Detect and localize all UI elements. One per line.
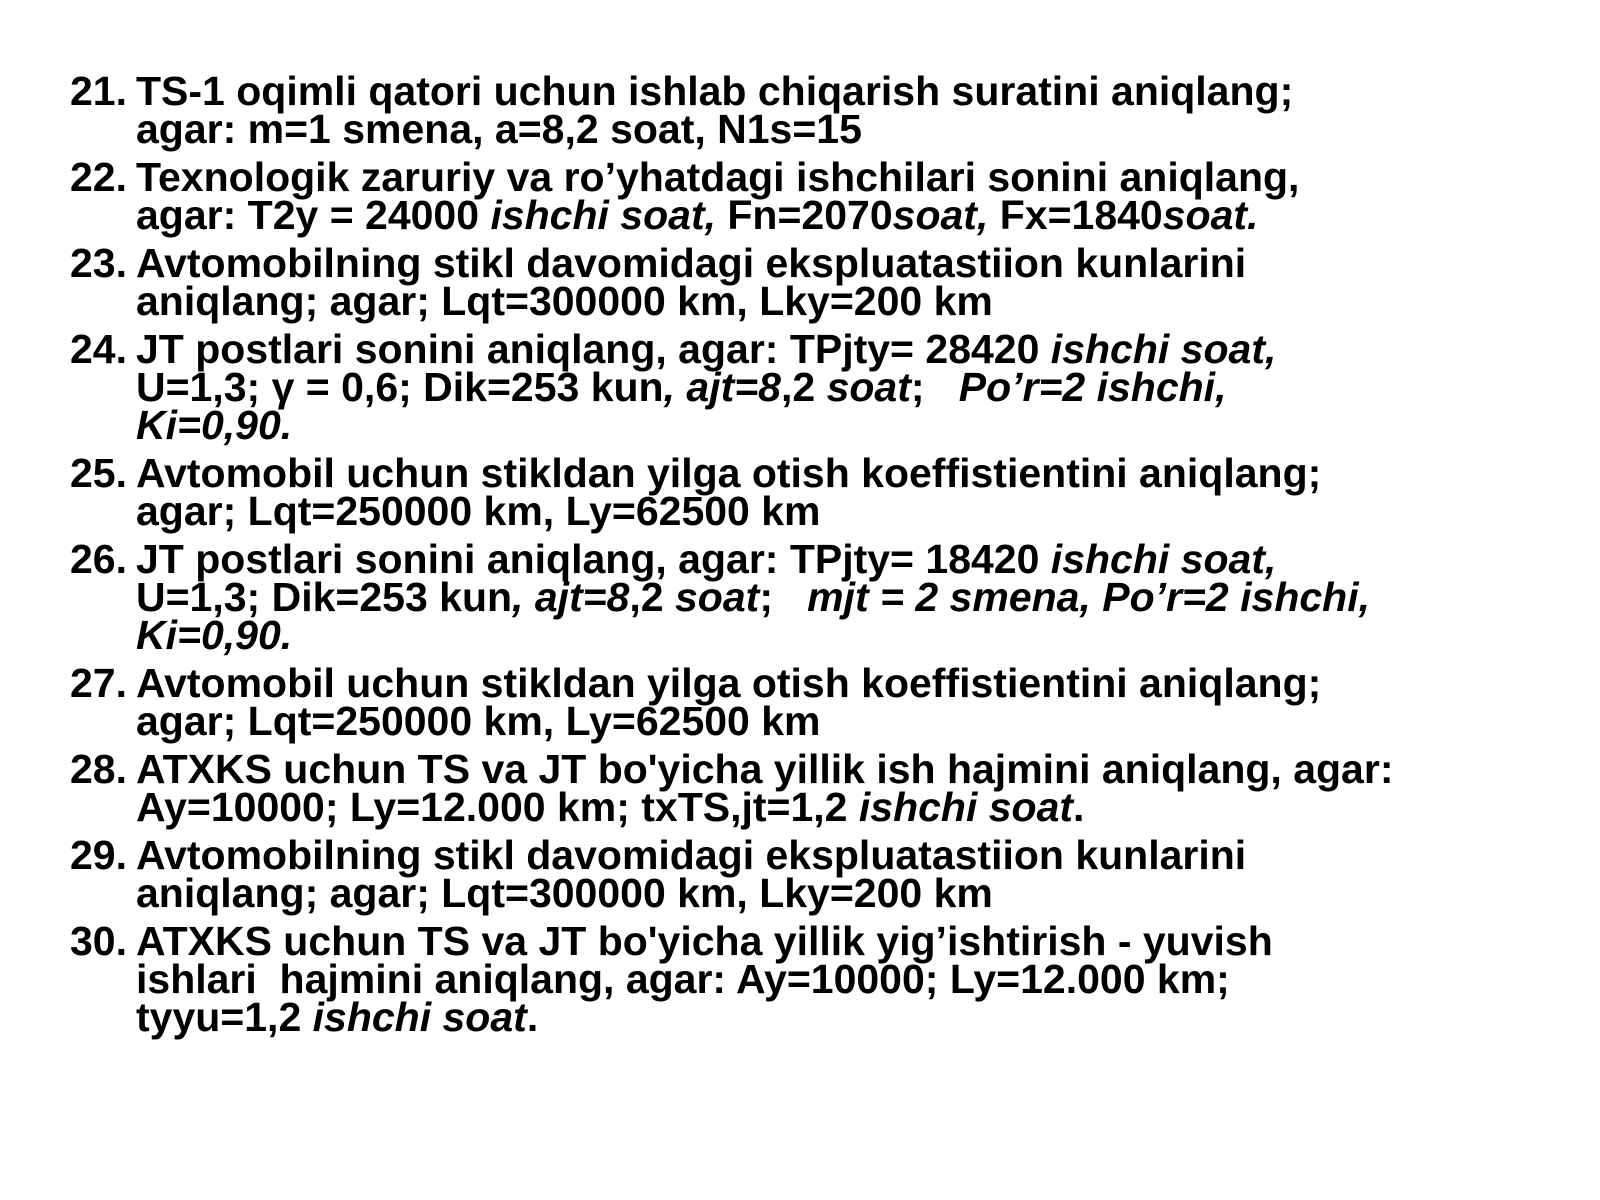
problem-text (136, 326, 1540, 448)
italic-text-segment: Po’r=2 ishchi, (958, 364, 1227, 410)
problem-text-line (136, 278, 1540, 324)
text-segment: U=1,3; γ = 0,6; Dik=253 kun (136, 364, 664, 410)
text-segment: . (1073, 784, 1085, 830)
italic-text-segment: soat. (1162, 192, 1259, 238)
problem-text-line (136, 488, 1540, 534)
italic-text-segment: soat (826, 364, 911, 410)
problem-text (136, 154, 1540, 238)
problem-number: 22. (70, 154, 127, 200)
problem-text-line (136, 240, 1540, 286)
problem-text-line (136, 402, 1540, 448)
text-segment: U=1,3; Dik=253 kun (136, 574, 513, 620)
problem-text (136, 918, 1540, 1040)
text-segment: Fx=1840 (988, 192, 1163, 238)
problem-list (70, 68, 1540, 1046)
problem-text-line (136, 918, 1540, 964)
italic-text-segment: mjt = 2 smena, Po’r=2 ishchi, (807, 574, 1370, 620)
problem-text-line (136, 870, 1540, 916)
text-segment: Fn=2070 (716, 192, 893, 238)
text-segment: Avtomobilning stikl davomidagi ekspluatastiion kunlarini (136, 832, 1247, 878)
text-segment: Avtomobilning stikl davomidagi ekspluatastiion kunlarini (136, 240, 1247, 286)
text-segment: ,2 (629, 574, 675, 620)
problem-text (136, 746, 1540, 830)
italic-text-segment: soat, (892, 192, 989, 238)
text-segment: ; (759, 574, 808, 620)
italic-text-segment: ishchi soat (312, 994, 527, 1040)
italic-text-segment: ishchi soat, (1050, 326, 1277, 372)
problem-number: 24. (70, 326, 127, 372)
problem-number: 21. (70, 68, 127, 114)
problem-number: 26. (70, 536, 127, 582)
problem-text (136, 832, 1540, 916)
text-segment: Texnologik zaruriy va ro’yhatdagi ishchilari sonini aniqlang, (136, 154, 1300, 200)
text-segment: TS-1 oqimli qatori uchun ishlab chiqarish suratini aniqlang; (136, 68, 1294, 114)
text-segment: ,2 (780, 364, 827, 410)
text-segment: JT postlari sonini aniqlang, agar: TPjty= 28420 (136, 326, 1051, 372)
problem-text-line (136, 832, 1540, 878)
italic-text-segment: Ki=0,90. (136, 612, 293, 658)
problem-text (136, 240, 1540, 324)
text-segment: agar; Lqt=250000 km, Ly=62500 km (136, 488, 821, 534)
text-segment: ; (910, 364, 959, 410)
problem-text-line (136, 574, 1540, 620)
text-segment: Avtomobil uchun stikldan yilga otish koeffistientini aniqlang; (136, 660, 1322, 706)
problem-text-line (136, 746, 1540, 792)
problem-item (70, 450, 1540, 534)
problem-text (136, 660, 1540, 744)
problem-number: 29. (70, 832, 127, 878)
italic-text-segment: soat (675, 574, 760, 620)
problem-item (70, 240, 1540, 324)
text-segment: Ay=10000; Ly=12.000 km; txTS,jt=1,2 (136, 784, 859, 830)
text-segment: Avtomobil uchun stikldan yilga otish koeffistientini aniqlang; (136, 450, 1322, 496)
problem-item (70, 746, 1540, 830)
problem-text-line (136, 784, 1540, 830)
italic-text-segment: , ajt=8 (512, 574, 630, 620)
text-segment: agar: T2y = 24000 (136, 192, 491, 238)
problem-text-line (136, 364, 1540, 410)
problem-text-line (136, 536, 1540, 582)
problem-item (70, 660, 1540, 744)
text-segment: tyyu=1,2 (136, 994, 313, 1040)
problem-number: 25. (70, 450, 127, 496)
text-segment: . (526, 994, 539, 1040)
problem-text-line (136, 106, 1540, 152)
problem-text-line (136, 956, 1540, 1002)
problem-item (70, 326, 1540, 448)
text-segment: agar; Lqt=250000 km, Ly=62500 km (136, 698, 821, 744)
problem-text (136, 536, 1540, 658)
problem-item (70, 832, 1540, 916)
problem-number: 27. (70, 660, 127, 706)
problem-item (70, 536, 1540, 658)
problem-text-line (136, 192, 1540, 238)
problem-number: 28. (70, 746, 127, 792)
problem-text-line (136, 612, 1540, 658)
problem-text (136, 450, 1540, 534)
text-segment: ishlari hajmini aniqlang, agar: Ay=10000; Ly=12.000 km; (136, 956, 1230, 1002)
problem-text (136, 68, 1540, 152)
text-segment: JT postlari sonini aniqlang, agar: TPjty= 18420 (136, 536, 1051, 582)
problem-text-line (136, 450, 1540, 496)
problem-text-line (136, 994, 1540, 1040)
text-segment: ATXKS uchun TS va JT bo'yicha yillik yig’ishtirish - yuvish (136, 918, 1273, 964)
problem-item (70, 154, 1540, 238)
text-segment: ATXKS uchun TS va JT bo'yicha yillik ish hajmini aniqlang, agar: (136, 746, 1394, 792)
italic-text-segment: , ajt=8 (663, 364, 781, 410)
problem-item (70, 68, 1540, 152)
text-segment: aniqlang; agar; Lqt=300000 km, Lky=200 km (136, 278, 993, 324)
problem-number: 23. (70, 240, 127, 286)
italic-text-segment: ishchi soat (858, 784, 1074, 830)
text-segment: aniqlang; agar; Lqt=300000 km, Lky=200 km (136, 870, 993, 916)
problem-item (70, 918, 1540, 1040)
problem-number: 30. (70, 918, 127, 964)
text-segment: agar: m=1 smena, a=8,2 soat, N1s=15 (136, 106, 862, 152)
problem-text-line (136, 326, 1540, 372)
problem-text-line (136, 68, 1540, 114)
problem-text-line (136, 154, 1540, 200)
italic-text-segment: ishchi soat, (490, 192, 716, 238)
problem-text-line (136, 698, 1540, 744)
italic-text-segment: Ki=0,90. (136, 402, 293, 448)
problem-text-line (136, 660, 1540, 706)
italic-text-segment: ishchi soat, (1050, 536, 1277, 582)
